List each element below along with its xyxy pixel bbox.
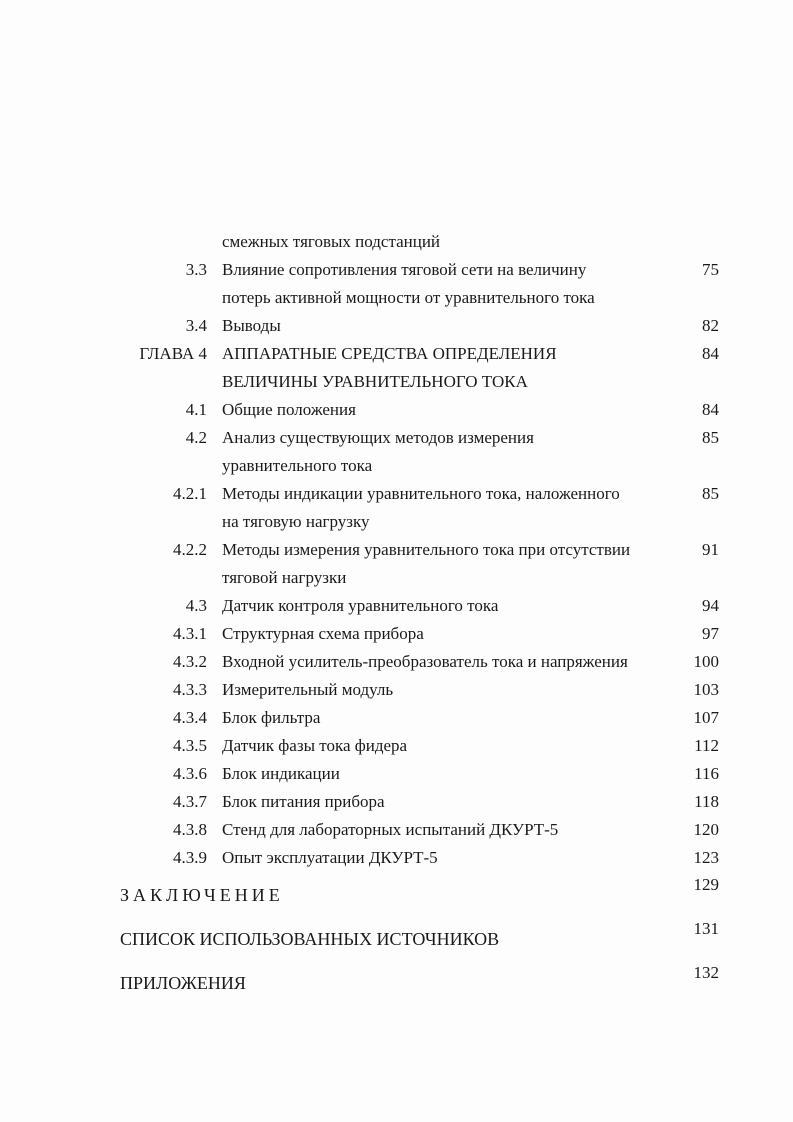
toc-entry-page: 75 xyxy=(702,260,719,279)
toc-entry-title xyxy=(222,844,684,872)
toc-line: смежных тяговых подстанций xyxy=(222,232,441,251)
toc-entry-page: 94 xyxy=(702,596,719,615)
toc-entry-number: 4.1 xyxy=(185,400,207,419)
toc-line: Стенд для лабораторных испытаний ДКУРТ-5 xyxy=(222,820,559,839)
toc-entry-page: 120 xyxy=(693,820,719,839)
toc-entry xyxy=(0,256,793,312)
toc-entry xyxy=(0,312,793,340)
toc-entry xyxy=(0,424,793,480)
toc-entry-number: 4.3.8 xyxy=(173,820,207,839)
toc-line: Методы индикации уравнительного тока, наложенного xyxy=(222,484,620,503)
toc-line: Входной усилитель-преобразователь тока и напряжения xyxy=(222,652,628,671)
toc-major-conclusion xyxy=(0,872,793,916)
toc-major-appendices xyxy=(0,960,793,1004)
toc-line: тяговой нагрузки xyxy=(222,568,347,587)
toc-line: Блок питания прибора xyxy=(222,792,385,811)
toc-entry-title xyxy=(222,788,684,816)
toc-major-title: ЗАКЛЮЧЕНИЕ xyxy=(120,885,284,905)
toc-line: на тяговую нагрузку xyxy=(222,512,370,531)
toc-line: Методы измерения уравнительного тока при отсутствии xyxy=(222,540,631,559)
toc-entry-number: 4.3 xyxy=(185,596,207,615)
toc-entry-title xyxy=(222,732,684,760)
toc-entry xyxy=(0,788,793,816)
toc-entry-title xyxy=(222,592,684,620)
toc-entry xyxy=(0,480,793,536)
toc-entry-title xyxy=(222,676,684,704)
toc-entry xyxy=(0,648,793,676)
toc-entry-number: 4.3.9 xyxy=(173,848,207,867)
toc-major-page: 131 xyxy=(693,919,719,938)
toc-line: Датчик фазы тока фидера xyxy=(222,736,408,755)
toc-entry-number: 4.3.6 xyxy=(173,764,207,783)
toc-line: Опыт эксплуатации ДКУРТ-5 xyxy=(222,848,438,867)
toc-entry-page: 116 xyxy=(694,764,719,783)
toc-entry-page: 85 xyxy=(702,428,719,447)
toc-entry-number: 4.2 xyxy=(185,428,207,447)
toc-entry-page: 91 xyxy=(702,540,719,559)
toc-entry xyxy=(0,396,793,424)
toc-entry-title xyxy=(222,396,684,424)
toc-entry-title xyxy=(222,620,684,648)
toc-line: Выводы xyxy=(222,316,281,335)
toc-entry-title xyxy=(222,816,684,844)
toc-entry-title xyxy=(222,648,684,676)
toc-major-page: 132 xyxy=(693,963,719,982)
toc-entry-page: 97 xyxy=(702,624,719,643)
toc-entry-page: 82 xyxy=(702,316,719,335)
toc-chapter xyxy=(0,340,793,396)
toc-major-references xyxy=(0,916,793,960)
toc-entry-title xyxy=(222,760,684,788)
toc-entry-page: 85 xyxy=(702,484,719,503)
toc-chapter-number: ГЛАВА 4 xyxy=(139,344,207,363)
toc-entry-number: 4.2.2 xyxy=(173,540,207,559)
toc-line: АППАРАТНЫЕ СРЕДСТВА ОПРЕДЕЛЕНИЯ xyxy=(222,344,557,363)
toc-entry-number: 3.3 xyxy=(185,260,207,279)
table-of-contents xyxy=(0,228,793,1004)
toc-entry xyxy=(0,620,793,648)
toc-entry-page: 123 xyxy=(693,848,719,867)
toc-chapter-title xyxy=(222,340,684,396)
toc-entry-page: 103 xyxy=(693,680,719,699)
toc-line: Общие положения xyxy=(222,400,356,419)
toc-line: Влияние сопротивления тяговой сети на величину xyxy=(222,260,587,279)
toc-entry-title xyxy=(222,536,684,592)
toc-entry-number: 4.3.3 xyxy=(173,680,207,699)
toc-entry-number: 4.3.2 xyxy=(173,652,207,671)
toc-entry-title xyxy=(222,256,684,312)
toc-entry-number: 4.3.5 xyxy=(173,736,207,755)
toc-entry-title xyxy=(222,480,684,536)
toc-line: потерь активной мощности от уравнительного тока xyxy=(222,288,595,307)
toc-entry-page: 112 xyxy=(694,736,719,755)
toc-entry xyxy=(0,704,793,732)
toc-entry-number: 4.2.1 xyxy=(173,484,207,503)
toc-entry xyxy=(0,536,793,592)
toc-entry-page: 84 xyxy=(702,344,719,363)
toc-entry-page: 84 xyxy=(702,400,719,419)
toc-major-title: ПРИЛОЖЕНИЯ xyxy=(120,973,246,993)
toc-entry xyxy=(0,676,793,704)
toc-entry-number: 4.3.4 xyxy=(173,708,207,727)
toc-line: Анализ существующих методов измерения xyxy=(222,428,534,447)
toc-entry-title xyxy=(222,312,684,340)
toc-line: уравнительного тока xyxy=(222,456,373,475)
toc-entry xyxy=(0,732,793,760)
toc-line: Структурная схема прибора xyxy=(222,624,424,643)
toc-entry xyxy=(0,760,793,788)
toc-entry xyxy=(0,592,793,620)
toc-entry-number: 3.4 xyxy=(185,316,207,335)
toc-line: Блок фильтра xyxy=(222,708,321,727)
toc-line: Датчик контроля уравнительного тока xyxy=(222,596,499,615)
toc-major-title: СПИСОК ИСПОЛЬЗОВАННЫХ ИСТОЧНИКОВ xyxy=(120,929,500,949)
toc-entry-page: 100 xyxy=(693,652,719,671)
toc-entry-number: 4.3.1 xyxy=(173,624,207,643)
toc-entry-title xyxy=(222,704,684,732)
toc-continuation xyxy=(0,228,793,256)
toc-line: Блок индикации xyxy=(222,764,340,783)
toc-entry-number: 4.3.7 xyxy=(173,792,207,811)
toc-line: Измерительный модуль xyxy=(222,680,394,699)
toc-entry-title xyxy=(222,228,684,256)
toc-major-page: 129 xyxy=(693,875,719,894)
toc-entry xyxy=(0,816,793,844)
toc-entry-page: 107 xyxy=(693,708,719,727)
toc-entry-title xyxy=(222,424,684,480)
toc-entry xyxy=(0,844,793,872)
toc-entry-page: 118 xyxy=(694,792,719,811)
toc-line: ВЕЛИЧИНЫ УРАВНИТЕЛЬНОГО ТОКА xyxy=(222,372,528,391)
